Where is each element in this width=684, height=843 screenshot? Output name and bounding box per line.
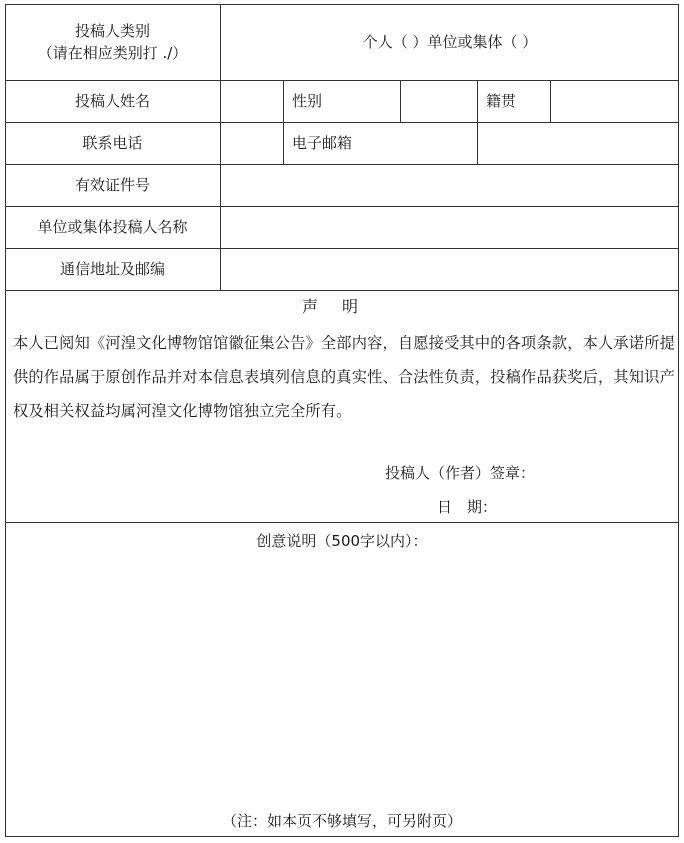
phone-input[interactable] [221, 122, 283, 164]
address-input[interactable] [221, 248, 678, 290]
email-label: 电子邮箱 [292, 134, 353, 152]
creative-description-area[interactable] [6, 554, 678, 804]
native-place-input[interactable] [551, 80, 678, 122]
submission-form [5, 4, 679, 837]
category-options[interactable] [221, 4, 679, 80]
id-input[interactable] [221, 164, 678, 206]
row-divider [5, 290, 679, 291]
gender-input[interactable] [401, 80, 477, 122]
gender-label: 性别 [292, 92, 323, 110]
creative-description-label: 创意说明（500字以内）： [256, 532, 428, 550]
address-label: 通信地址及邮编 [59, 260, 165, 278]
org-name-input[interactable] [221, 206, 678, 248]
phone-label: 联系电话 [82, 134, 143, 152]
name-input[interactable] [221, 80, 283, 122]
category-options-text: 个人（ ）单位或集体（ ） [362, 33, 538, 51]
row-divider [5, 522, 679, 523]
native-place-label: 籍贯 [486, 92, 517, 110]
row-divider [5, 836, 679, 837]
id-label: 有效证件号 [74, 176, 150, 194]
email-input[interactable] [478, 122, 678, 164]
declaration-title: 声明 [301, 297, 382, 316]
name-label: 投稿人姓名 [74, 92, 150, 110]
declaration-body: 本人已阅知《河湟文化博物馆馆徽征集公告》全部内容，自愿接受其中的各项条款，本人承诺所提供的作品属于原创作品并对本信息表填列信息的真实性、合法性负责，投稿作品获奖后，其知识产权及相关权益均属河湟文化博物馆独立完全所有。 [13, 334, 675, 420]
org-name-label: 单位或集体投稿人名称 [37, 218, 188, 236]
date-label: 日 期： [437, 498, 498, 516]
signature-label: 投稿人（作者）签章： [385, 464, 536, 482]
attachment-note: （注：如本页不够填写，可另附页） [221, 812, 462, 830]
category-label-line1: 投稿人类别 [74, 22, 150, 40]
table-border-right [678, 4, 679, 837]
category-label [5, 4, 220, 80]
category-label-line2: （请在相应类别打 ./） [37, 44, 188, 62]
